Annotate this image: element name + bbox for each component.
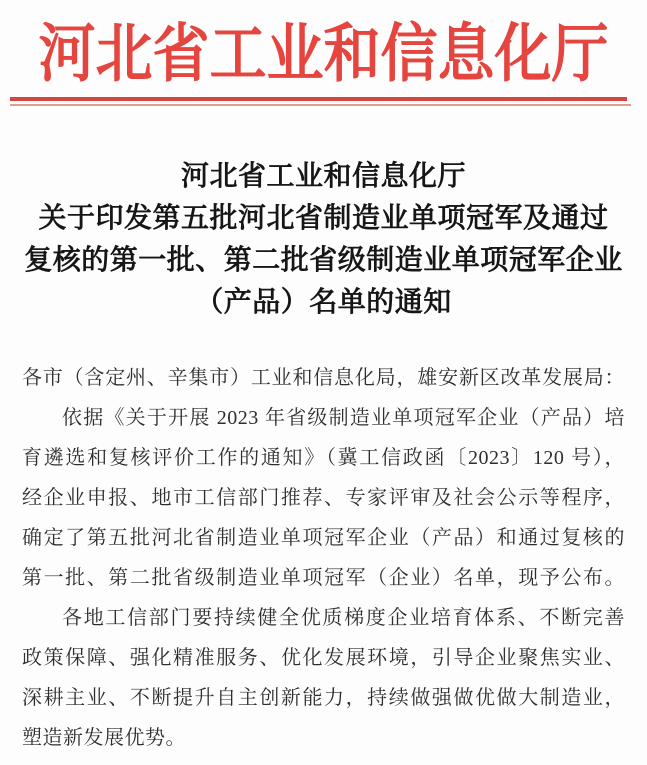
document-title: [12, 156, 635, 324]
title-line: 关于印发第五批河北省制造业单项冠军及通过: [38, 203, 609, 234]
body-line: 育遴选和复核评价工作的通知》（冀工信政函〔2023〕120 号），: [22, 447, 625, 469]
title-line: （产品）名单的通知: [195, 287, 452, 318]
letterhead-rule-thick: [10, 97, 627, 101]
body-line: 确定了第五批河北省制造业单项冠军企业（产品）和通过复核的: [22, 527, 625, 549]
letterhead-title: 河北省工业和信息化厅: [38, 19, 609, 90]
title-line: 复核的第一批、第二批省级制造业单项冠军企业: [24, 245, 623, 276]
body-line: 经企业申报、地市工信部门推荐、专家评审及社会公示等程序，: [22, 487, 625, 509]
title-line: 河北省工业和信息化厅: [180, 161, 466, 192]
letterhead-rule-thin: [10, 104, 631, 106]
body-line: 各地工信部门要持续健全优质梯度企业培育体系、不断完善: [62, 607, 625, 629]
body-line: 塑造新发展优势。: [22, 727, 186, 749]
body-line: 依据《关于开展 2023 年省级制造业单项冠军企业（产品）培: [62, 407, 625, 429]
salutation-line: 各市（含定州、辛集市）工业和信息化局，雄安新区改革发展局：: [22, 367, 625, 389]
document-body: [22, 358, 625, 758]
body-line: 深耕主业、不断提升自主创新能力，持续做强做优做大制造业，: [22, 687, 625, 709]
body-line: 第一批、第二批省级制造业单项冠军（企业）名单，现予公布。: [22, 567, 625, 589]
body-line: 政策保障、强化精准服务、优化发展环境，引导企业聚焦实业、: [22, 647, 625, 669]
